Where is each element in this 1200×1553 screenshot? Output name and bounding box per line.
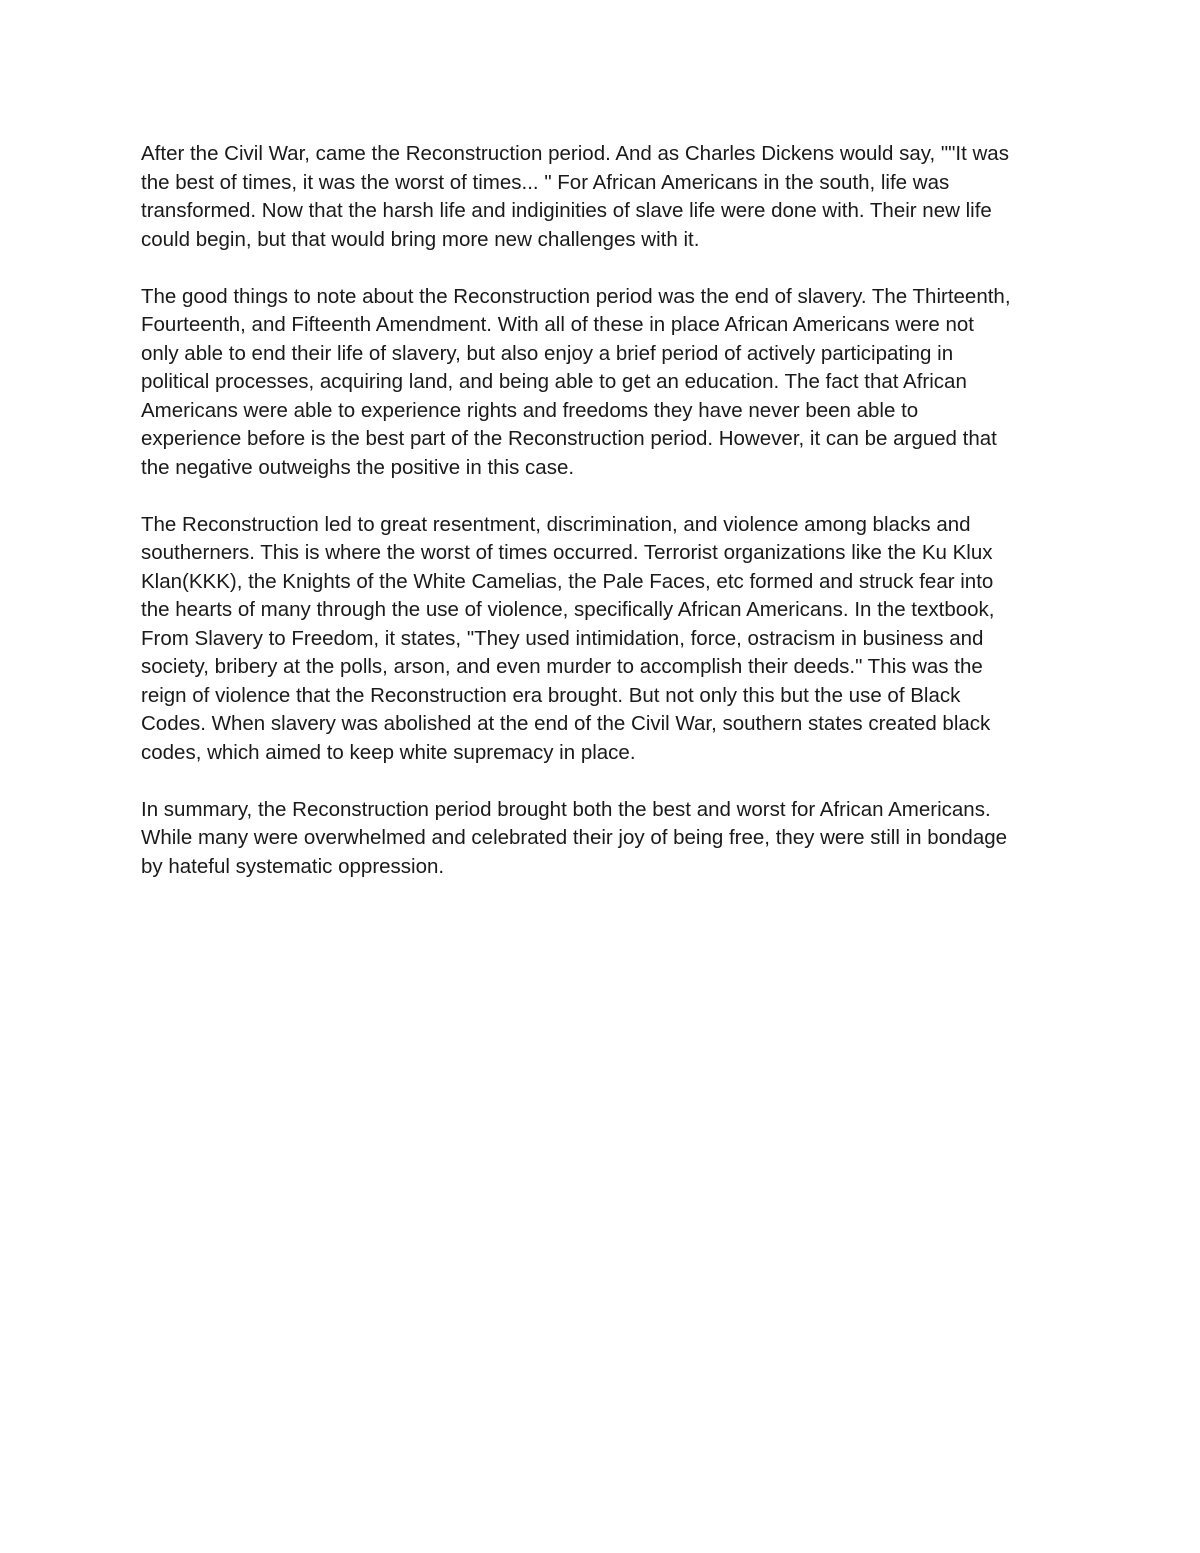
text-line: Americans were able to experience rights and freedoms they have never been able to <box>141 398 919 422</box>
text-line: could begin, but that would bring more new challenges with it. <box>141 227 700 251</box>
text-line: only able to end their life of slavery, but also enjoy a brief period of actively participating in <box>141 341 954 365</box>
text-line: After the Civil War, came the Reconstruction period. And as Charles Dickens would say, ""It was <box>141 142 1009 165</box>
text-line: society, bribery at the polls, arson, and even murder to accomplish their deeds." This was the <box>141 655 983 678</box>
text-line: From Slavery to Freedom, it states, "They used intimidation, force, ostracism in business and <box>141 626 984 650</box>
text-line: Codes. When slavery was abolished at the end of the Civil War, southern states created black <box>141 712 991 735</box>
text-line: Klan(KKK), the Knights of the White Camelias, the Pale Faces, etc formed and struck fear into <box>141 569 994 593</box>
text-line: The Reconstruction led to great resentment, discrimination, and violence among blacks and <box>141 512 971 536</box>
text-line: In summary, the Reconstruction period brought both the best and worst for African Americans. <box>141 797 991 821</box>
paragraph-worst-of-times <box>141 511 1061 768</box>
text-line: The good things to note about the Reconstruction period was the end of slavery. The Thirteenth, <box>141 284 1011 308</box>
text-line: codes, which aimed to keep white supremacy in place. <box>141 740 636 764</box>
text-line: the negative outweighs the positive in this case. <box>141 455 575 479</box>
text-line: the best of times, it was the worst of times... " For African Americans in the south, life was <box>141 170 950 194</box>
paragraph-intro <box>141 140 1061 254</box>
text-line: the hearts of many through the use of violence, specifically African Americans. In the textbook, <box>141 598 995 621</box>
paragraph-good-things <box>141 283 1061 483</box>
text-line: While many were overwhelmed and celebrated their joy of being free, they were still in bondage <box>141 826 1008 849</box>
text-line: transformed. Now that the harsh life and indiginities of slave life were done with. Their new life <box>141 199 992 222</box>
text-line: by hateful systematic oppression. <box>141 854 445 878</box>
paragraph-summary <box>141 796 1061 882</box>
document-body <box>141 140 1061 910</box>
text-line: reign of violence that the Reconstruction era brought. But not only this but the use of Black <box>141 683 961 707</box>
text-line: political processes, acquiring land, and being able to get an education. The fact that African <box>141 370 967 393</box>
text-line: experience before is the best part of the Reconstruction period. However, it can be argued that <box>141 427 997 450</box>
text-line: Fourteenth, and Fifteenth Amendment. With all of these in place African Americans were not <box>141 313 974 336</box>
text-line: southerners. This is where the worst of times occurred. Terrorist organizations like the Ku Klux <box>141 541 993 564</box>
